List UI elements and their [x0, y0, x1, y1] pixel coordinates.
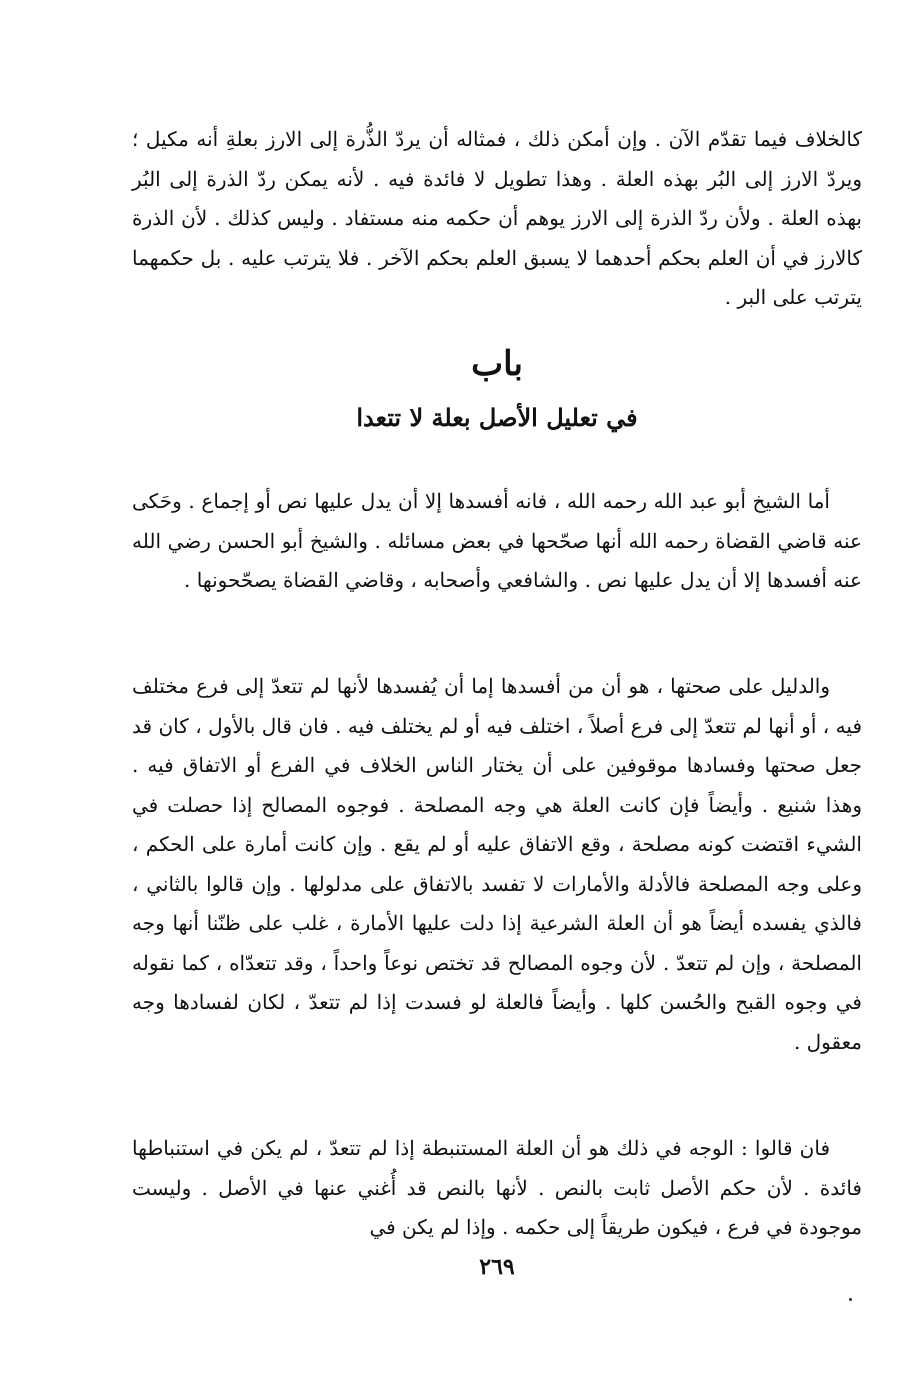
body-paragraph: فان قالوا : الوجه في ذلك هو أن العلة المستنبطة إذا لم تتعدّ ، لم يكن في استنباطها فائدة . لأن حكم الأصل ثابت بالنص . لأنها بالنص قد أُغني عنها في الأصل . وليست موجودة في فرع ، فيكون طريقاً إلى حكمه . وإذا لم يكن في	[132, 1136, 862, 1239]
body-paragraph: أما الشيخ أبو عبد الله رحمه الله ، فانه أفسدها إلا أن يدل عليها نص أو إجماع . وحَكى عنه قاضي القضاة رحمه الله أنها صحّحها في بعض مسائله . والشيخ أبو الحسن رضي الله عنه أفسدها إلا أن يدل عليها نص . والشافعي وأصحابه ، وقاضي القضاة يصحّحونها .	[132, 489, 862, 592]
chapter-subtitle: في تعليل الأصل بعلة لا تتعدا	[356, 403, 638, 432]
page-number: ٢٦٩	[479, 1254, 515, 1280]
body-paragraph: والدليل على صحتها ، هو أن من أفسدها إما أن يُفسدها لأنها لم تتعدّ إلى فرع مختلف فيه ، أو أنها لم تتعدّ إلى فرع أصلاً ، اختلف فيه أو لم يختلف فيه . فان قال بالأول ، كان قد جعل صحتها وفسادها موقوفين على أن يختار الناس الخلاف في الفرع أو الاتفاق فيه . وهذا شنيع . وأيضاً فإن كانت العلة هي وجه المصلحة . فوجوه المصالح إذا حصلت في الشيء اقتضت كونه مصلحة ، وقع الاتفاق عليه أو لم يقع . وإن كانت أمارة على الحكم ، وعلى وجه المصلحة فالأدلة والأمارات لا تفسد بالاتفاق على مدلولها . وإن قالوا بالثاني ، فالذي يفسده أيضاً هو أن العلة الشرعية إذا دلت عليها الأمارة ، غلب على ظنّنا أنها وجه المصلحة ، وإن لم تتعدّ . لأن وجوه المصالح قد تختص نوعاً واحداً ، وقد تتعدّاه ، كما نقوله في وجوه القبح والحُسن كلها . وأيضاً فالعلة لو فسدت إذا لم تتعدّ ، لكان لفسادها وجه معقول .	[132, 674, 862, 1054]
scan-speck	[849, 1298, 852, 1301]
chapter-title: باب	[471, 344, 523, 384]
body-paragraph-continued: كالخلاف فيما تقدّم الآن . وإن أمكن ذلك ، فمثاله أن يردّ الذُّرة إلى الارز بعلةِ أنه مكيل ؛ ويردّ الارز إلى البُر بهذه العلة . وهذا تطويل لا فائدة فيه . لأنه يمكن ردّ الذرة إلى البُر بهذه العلة . ولأن ردّ الذرة إلى الارز يوهم أن حكمه منه مستفاد . وليس كذلك . لأن الذرة كالارز في أن العلم بحكم أحدهما لا يسبق العلم بحكم الآخر . فلا يترتب عليه . بل حكمهما يترتب على البر .	[132, 127, 862, 309]
